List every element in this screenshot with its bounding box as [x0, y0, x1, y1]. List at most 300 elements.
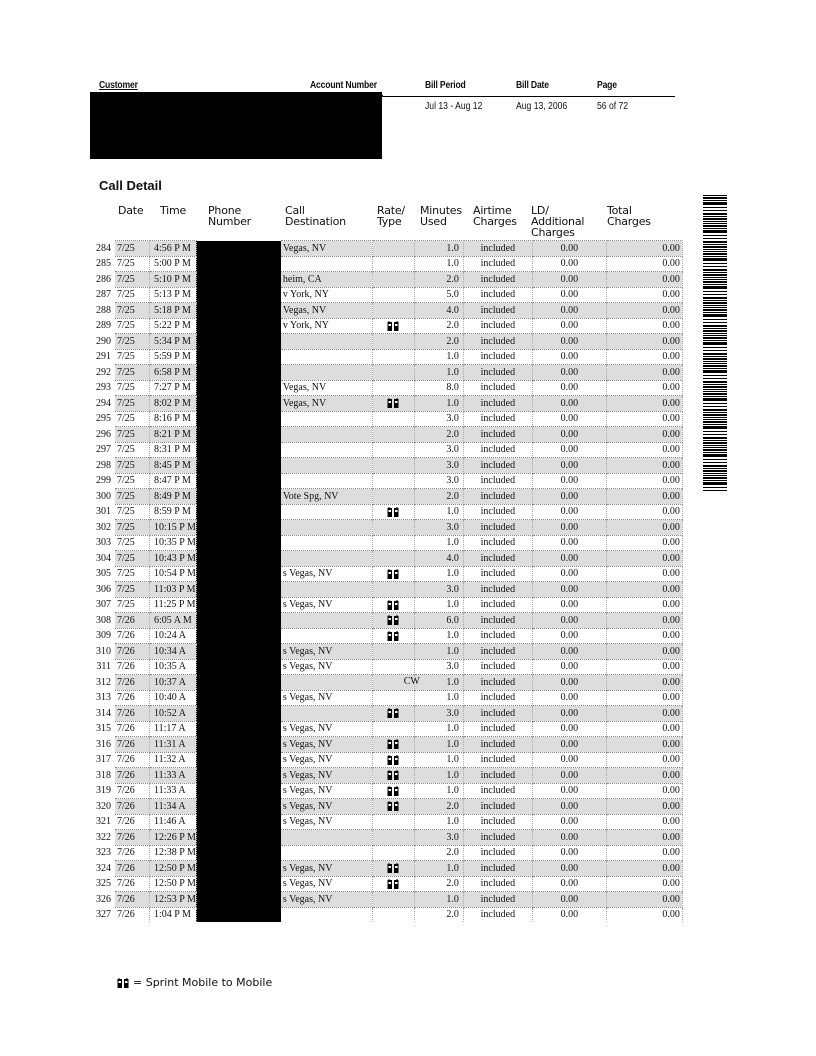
- total-charges-cell: 0.00: [606, 628, 682, 644]
- column-header-airtime: Airtime Charges: [473, 204, 517, 228]
- phone-redaction: [196, 597, 281, 613]
- phone-redaction: [196, 892, 281, 908]
- date-cell: 7/25: [115, 380, 150, 396]
- table-row: [78, 659, 682, 675]
- total-charges-cell: 0.00: [606, 535, 682, 551]
- phone-redaction: [196, 737, 281, 753]
- airtime-cell: included: [463, 303, 532, 319]
- phone-redaction: [196, 675, 281, 691]
- time-cell: 10:24 A: [150, 628, 197, 644]
- rate-type-cell: [372, 783, 414, 799]
- time-cell: 10:43 P M: [150, 551, 197, 567]
- mobile-to-mobile-icon: [387, 770, 399, 780]
- row-number: 327: [96, 909, 111, 920]
- airtime-cell: included: [463, 318, 532, 334]
- time-cell: 12:50 P M: [150, 876, 197, 892]
- time-cell: 11:32 A: [150, 752, 197, 768]
- airtime-cell: included: [463, 535, 532, 551]
- table-row: [78, 768, 682, 784]
- row-number: 296: [96, 428, 111, 440]
- table-row: [78, 690, 682, 706]
- row-number: 286: [96, 273, 111, 285]
- airtime-cell: included: [463, 411, 532, 427]
- airtime-cell: included: [463, 737, 532, 753]
- table-row: [78, 675, 682, 691]
- mobile-to-mobile-icon: [387, 786, 399, 796]
- destination-cell: [281, 706, 373, 722]
- total-charges-cell: 0.00: [606, 334, 682, 350]
- airtime-cell: included: [463, 845, 532, 861]
- call-waiting-label: CW: [403, 676, 420, 687]
- redaction-block: [90, 92, 382, 159]
- destination-cell: [281, 334, 373, 350]
- airtime-cell: included: [463, 675, 532, 691]
- destination-cell: v York, NY: [281, 318, 373, 334]
- rate-type-cell: [372, 241, 414, 257]
- table-row: [78, 706, 682, 722]
- destination-cell: [281, 582, 373, 598]
- airtime-cell: included: [463, 551, 532, 567]
- rate-type-cell: [372, 551, 414, 567]
- airtime-cell: included: [463, 613, 532, 629]
- row-number: 324: [96, 862, 111, 874]
- total-charges-cell: 0.00: [606, 659, 682, 675]
- minutes-cell: 1.0: [414, 861, 463, 877]
- minutes-cell: 3.0: [414, 458, 463, 474]
- phone-redaction: [196, 427, 281, 443]
- airtime-cell: included: [463, 752, 532, 768]
- mobile-to-mobile-icon: [387, 863, 399, 873]
- total-charges-cell: 0.00: [606, 752, 682, 768]
- row-number: 314: [96, 707, 111, 719]
- destination-cell: [281, 830, 373, 846]
- row-number: 310: [96, 645, 111, 657]
- minutes-cell: 3.0: [414, 442, 463, 458]
- time-cell: 11:25 P M: [150, 597, 197, 613]
- phone-redaction: [196, 799, 281, 815]
- time-cell: 11:46 A: [150, 814, 197, 830]
- total-charges-cell: 0.00: [606, 675, 682, 691]
- minutes-cell: 1.0: [414, 814, 463, 830]
- total-charges-cell: 0.00: [606, 551, 682, 567]
- date-cell: 7/25: [115, 458, 150, 474]
- total-charges-cell: 0.00: [606, 272, 682, 288]
- phone-redaction: [196, 349, 281, 365]
- total-charges-cell: 0.00: [606, 380, 682, 396]
- rate-type-cell: [372, 830, 414, 846]
- row-number: 299: [96, 475, 111, 487]
- date-cell: 7/26: [115, 690, 150, 706]
- destination-cell: [281, 535, 373, 551]
- minutes-cell: 2.0: [414, 845, 463, 861]
- total-charges-cell: 0.00: [606, 814, 682, 830]
- destination-cell: Vegas, NV: [281, 380, 373, 396]
- airtime-cell: included: [463, 473, 532, 489]
- airtime-cell: included: [463, 876, 532, 892]
- total-charges-cell: 0.00: [606, 861, 682, 877]
- rate-type-cell: [372, 318, 414, 334]
- total-charges-cell: 0.00: [606, 427, 682, 443]
- minutes-cell: 3.0: [414, 830, 463, 846]
- call-detail-table: [78, 240, 683, 922]
- time-cell: 8:49 P M: [150, 489, 197, 505]
- mobile-to-mobile-icon: [387, 398, 399, 408]
- ld-charges-cell: 0.00: [532, 535, 606, 551]
- airtime-cell: included: [463, 892, 532, 908]
- table-row: [78, 349, 682, 365]
- rate-type-cell: [372, 303, 414, 319]
- date-cell: 7/25: [115, 365, 150, 381]
- total-charges-cell: 0.00: [606, 318, 682, 334]
- header-label-page: Page: [597, 80, 617, 91]
- airtime-cell: included: [463, 287, 532, 303]
- rate-type-cell: [372, 675, 420, 691]
- mobile-to-mobile-icon: [117, 978, 129, 988]
- rate-type-cell: [372, 845, 414, 861]
- minutes-cell: 2.0: [414, 272, 463, 288]
- minutes-cell: 1.0: [414, 783, 463, 799]
- destination-cell: [281, 520, 373, 536]
- total-charges-cell: 0.00: [606, 396, 682, 412]
- destination-cell: [281, 365, 373, 381]
- minutes-cell: 2.0: [414, 427, 463, 443]
- mobile-to-mobile-icon: [387, 321, 399, 331]
- minutes-cell: 1.0: [414, 690, 463, 706]
- date-cell: 7/25: [115, 551, 150, 567]
- time-cell: 8:59 P M: [150, 504, 197, 520]
- rate-type-cell: [372, 520, 414, 536]
- barcode: [703, 195, 727, 493]
- row-number: 312: [96, 676, 111, 688]
- header-label-customer: Customer: [99, 80, 138, 91]
- destination-cell: Vegas, NV: [281, 303, 373, 319]
- destination-cell: [281, 675, 373, 691]
- time-cell: 6:05 A M: [150, 613, 197, 629]
- total-charges-cell: 0.00: [606, 520, 682, 536]
- destination-cell: [281, 411, 373, 427]
- rate-type-cell: [372, 256, 414, 272]
- phone-redaction: [196, 830, 281, 846]
- minutes-cell: 1.0: [414, 768, 463, 784]
- date-cell: 7/25: [115, 256, 150, 272]
- total-charges-cell: 0.00: [606, 473, 682, 489]
- airtime-cell: included: [463, 458, 532, 474]
- row-number: 300: [96, 490, 111, 502]
- ld-charges-cell: 0.00: [532, 458, 606, 474]
- rate-type-cell: [372, 411, 414, 427]
- phone-redaction: [196, 783, 281, 799]
- time-cell: 11:31 A: [150, 737, 197, 753]
- total-charges-cell: 0.00: [606, 504, 682, 520]
- date-cell: 7/26: [115, 892, 150, 908]
- phone-redaction: [196, 380, 281, 396]
- time-cell: 8:47 P M: [150, 473, 197, 489]
- total-charges-cell: 0.00: [606, 907, 682, 922]
- ld-charges-cell: 0.00: [532, 706, 606, 722]
- airtime-cell: included: [463, 628, 532, 644]
- ld-charges-cell: 0.00: [532, 551, 606, 567]
- table-row: [78, 334, 682, 350]
- rate-type-cell: [372, 628, 414, 644]
- total-charges-cell: 0.00: [606, 690, 682, 706]
- row-number: 317: [96, 754, 111, 766]
- date-cell: 7/26: [115, 644, 150, 660]
- row-number: 316: [96, 738, 111, 750]
- rate-type-cell: [372, 861, 414, 877]
- table-row: [78, 783, 682, 799]
- total-charges-cell: 0.00: [606, 799, 682, 815]
- rate-type-cell: [372, 427, 414, 443]
- table-row: [78, 799, 682, 815]
- time-cell: 7:27 P M: [150, 380, 197, 396]
- date-cell: 7/25: [115, 473, 150, 489]
- phone-redaction: [196, 551, 281, 567]
- minutes-cell: 2.0: [414, 334, 463, 350]
- phone-redaction: [196, 907, 281, 922]
- total-charges-cell: 0.00: [606, 349, 682, 365]
- phone-redaction: [196, 318, 281, 334]
- table-row: [78, 442, 682, 458]
- time-cell: 10:35 A: [150, 659, 197, 675]
- table-row: [78, 272, 682, 288]
- table-row: [78, 256, 682, 272]
- table-row: [78, 628, 682, 644]
- mobile-to-mobile-icon: [387, 879, 399, 889]
- ld-charges-cell: 0.00: [532, 690, 606, 706]
- destination-cell: s Vegas, NV: [281, 737, 373, 753]
- date-cell: 7/26: [115, 721, 150, 737]
- table-row: [78, 861, 682, 877]
- date-cell: 7/25: [115, 597, 150, 613]
- ld-charges-cell: 0.00: [532, 566, 606, 582]
- row-number: 322: [96, 831, 111, 843]
- destination-cell: [281, 427, 373, 443]
- airtime-cell: included: [463, 644, 532, 660]
- rate-type-cell: [372, 799, 414, 815]
- ld-charges-cell: 0.00: [532, 241, 606, 257]
- airtime-cell: included: [463, 706, 532, 722]
- time-cell: 11:17 A: [150, 721, 197, 737]
- column-header-destination: Call Destination: [285, 204, 346, 228]
- date-cell: 7/25: [115, 411, 150, 427]
- row-number: 298: [96, 459, 111, 471]
- destination-cell: [281, 442, 373, 458]
- table-row: [78, 318, 682, 334]
- total-charges-cell: 0.00: [606, 365, 682, 381]
- ld-charges-cell: 0.00: [532, 752, 606, 768]
- ld-charges-cell: 0.00: [532, 520, 606, 536]
- table-row: [78, 504, 682, 520]
- time-cell: 5:13 P M: [150, 287, 197, 303]
- table-row: [78, 566, 682, 582]
- header-label-date: Bill Date: [516, 80, 549, 91]
- rate-type-cell: [372, 644, 414, 660]
- row-number: 292: [96, 366, 111, 378]
- minutes-cell: 1.0: [414, 504, 463, 520]
- row-number: 293: [96, 382, 111, 394]
- table-row: [78, 241, 682, 257]
- table-row: [78, 365, 682, 381]
- time-cell: 10:37 A: [150, 675, 197, 691]
- airtime-cell: included: [463, 907, 532, 922]
- table-row: [78, 520, 682, 536]
- rate-type-cell: [372, 535, 414, 551]
- destination-cell: [281, 256, 373, 272]
- minutes-cell: 1.0: [414, 396, 463, 412]
- rate-type-cell: [372, 380, 414, 396]
- ld-charges-cell: 0.00: [532, 504, 606, 520]
- ld-charges-cell: 0.00: [532, 582, 606, 598]
- mobile-to-mobile-icon: [387, 801, 399, 811]
- destination-cell: s Vegas, NV: [281, 783, 373, 799]
- date-cell: 7/25: [115, 520, 150, 536]
- total-charges-cell: 0.00: [606, 287, 682, 303]
- row-number: 302: [96, 521, 111, 533]
- row-number: 325: [96, 878, 111, 890]
- total-charges-cell: 0.00: [606, 566, 682, 582]
- date-cell: 7/26: [115, 659, 150, 675]
- minutes-cell: 1.0: [414, 256, 463, 272]
- total-charges-cell: 0.00: [606, 613, 682, 629]
- header-rule: [383, 96, 675, 97]
- ld-charges-cell: 0.00: [532, 427, 606, 443]
- total-charges-cell: 0.00: [606, 458, 682, 474]
- ld-charges-cell: 0.00: [532, 287, 606, 303]
- time-cell: 10:35 P M: [150, 535, 197, 551]
- minutes-cell: 1.0: [414, 892, 463, 908]
- column-header-total: Total Charges: [607, 204, 651, 228]
- row-number: 295: [96, 413, 111, 425]
- total-charges-cell: 0.00: [606, 830, 682, 846]
- header-label-period: Bill Period: [425, 80, 466, 91]
- minutes-cell: 3.0: [414, 659, 463, 675]
- phone-redaction: [196, 334, 281, 350]
- phone-redaction: [196, 644, 281, 660]
- ld-charges-cell: 0.00: [532, 892, 606, 908]
- row-number: 315: [96, 723, 111, 735]
- phone-redaction: [196, 256, 281, 272]
- total-charges-cell: 0.00: [606, 876, 682, 892]
- destination-cell: [281, 628, 373, 644]
- total-charges-cell: 0.00: [606, 706, 682, 722]
- row-number: 287: [96, 289, 111, 301]
- total-charges-cell: 0.00: [606, 783, 682, 799]
- destination-cell: s Vegas, NV: [281, 768, 373, 784]
- time-cell: 10:54 P M: [150, 566, 197, 582]
- table-row: [78, 752, 682, 768]
- rate-type-cell: [372, 458, 414, 474]
- total-charges-cell: 0.00: [606, 241, 682, 257]
- ld-charges-cell: 0.00: [532, 644, 606, 660]
- minutes-cell: 8.0: [414, 380, 463, 396]
- table-row: [78, 876, 682, 892]
- date-cell: 7/26: [115, 613, 150, 629]
- minutes-cell: 6.0: [414, 613, 463, 629]
- rate-type-cell: [372, 706, 414, 722]
- date-cell: 7/25: [115, 334, 150, 350]
- ld-charges-cell: 0.00: [532, 628, 606, 644]
- phone-redaction: [196, 845, 281, 861]
- total-charges-cell: 0.00: [606, 582, 682, 598]
- airtime-cell: included: [463, 597, 532, 613]
- date-cell: 7/25: [115, 318, 150, 334]
- phone-redaction: [196, 303, 281, 319]
- ld-charges-cell: 0.00: [532, 411, 606, 427]
- destination-cell: [281, 907, 373, 922]
- row-number: 309: [96, 630, 111, 642]
- time-cell: 5:10 P M: [150, 272, 197, 288]
- destination-cell: heim, CA: [281, 272, 373, 288]
- rate-type-cell: [372, 334, 414, 350]
- row-number: 291: [96, 351, 111, 363]
- minutes-cell: 3.0: [414, 473, 463, 489]
- date-cell: 7/26: [115, 768, 150, 784]
- time-cell: 5:18 P M: [150, 303, 197, 319]
- table-row: [78, 551, 682, 567]
- phone-redaction: [196, 458, 281, 474]
- phone-redaction: [196, 287, 281, 303]
- phone-redaction: [196, 768, 281, 784]
- rate-type-cell: [372, 272, 414, 288]
- bill-date-value: Aug 13, 2006: [516, 101, 568, 112]
- table-row: [78, 396, 682, 412]
- rate-type-cell: [372, 690, 414, 706]
- destination-cell: s Vegas, NV: [281, 659, 373, 675]
- minutes-cell: 4.0: [414, 303, 463, 319]
- rate-type-cell: [372, 396, 414, 412]
- row-number: 326: [96, 893, 111, 905]
- destination-cell: s Vegas, NV: [281, 644, 373, 660]
- destination-cell: s Vegas, NV: [281, 892, 373, 908]
- ld-charges-cell: 0.00: [532, 861, 606, 877]
- date-cell: 7/26: [115, 752, 150, 768]
- date-cell: 7/26: [115, 861, 150, 877]
- airtime-cell: included: [463, 365, 532, 381]
- time-cell: 1:04 P M: [150, 907, 197, 922]
- row-number: 305: [96, 568, 111, 580]
- minutes-cell: 1.0: [414, 597, 463, 613]
- mobile-to-mobile-icon: [387, 600, 399, 610]
- rate-type-cell: [372, 442, 414, 458]
- minutes-cell: 1.0: [414, 644, 463, 660]
- phone-redaction: [196, 861, 281, 877]
- time-cell: 12:38 P M: [150, 845, 197, 861]
- ld-charges-cell: 0.00: [532, 380, 606, 396]
- row-number: 308: [96, 614, 111, 626]
- destination-cell: [281, 504, 373, 520]
- row-number: 304: [96, 552, 111, 564]
- airtime-cell: included: [463, 520, 532, 536]
- date-cell: 7/26: [115, 675, 150, 691]
- ld-charges-cell: 0.00: [532, 334, 606, 350]
- rate-type-cell: [372, 349, 414, 365]
- column-header-time: Time: [160, 204, 187, 217]
- destination-cell: [281, 458, 373, 474]
- minutes-cell: 4.0: [414, 551, 463, 567]
- destination-cell: Vegas, NV: [281, 396, 373, 412]
- ld-charges-cell: 0.00: [532, 473, 606, 489]
- time-cell: 11:03 P M: [150, 582, 197, 598]
- column-header-phone: Phone Number: [208, 204, 251, 228]
- minutes-cell: 1.0: [414, 535, 463, 551]
- phone-redaction: [196, 504, 281, 520]
- row-number: 321: [96, 816, 111, 828]
- page-number-value: 56 of 72: [597, 101, 629, 112]
- rate-type-cell: [372, 566, 414, 582]
- rate-type-cell: [372, 737, 414, 753]
- time-cell: 10:52 A: [150, 706, 197, 722]
- date-cell: 7/26: [115, 830, 150, 846]
